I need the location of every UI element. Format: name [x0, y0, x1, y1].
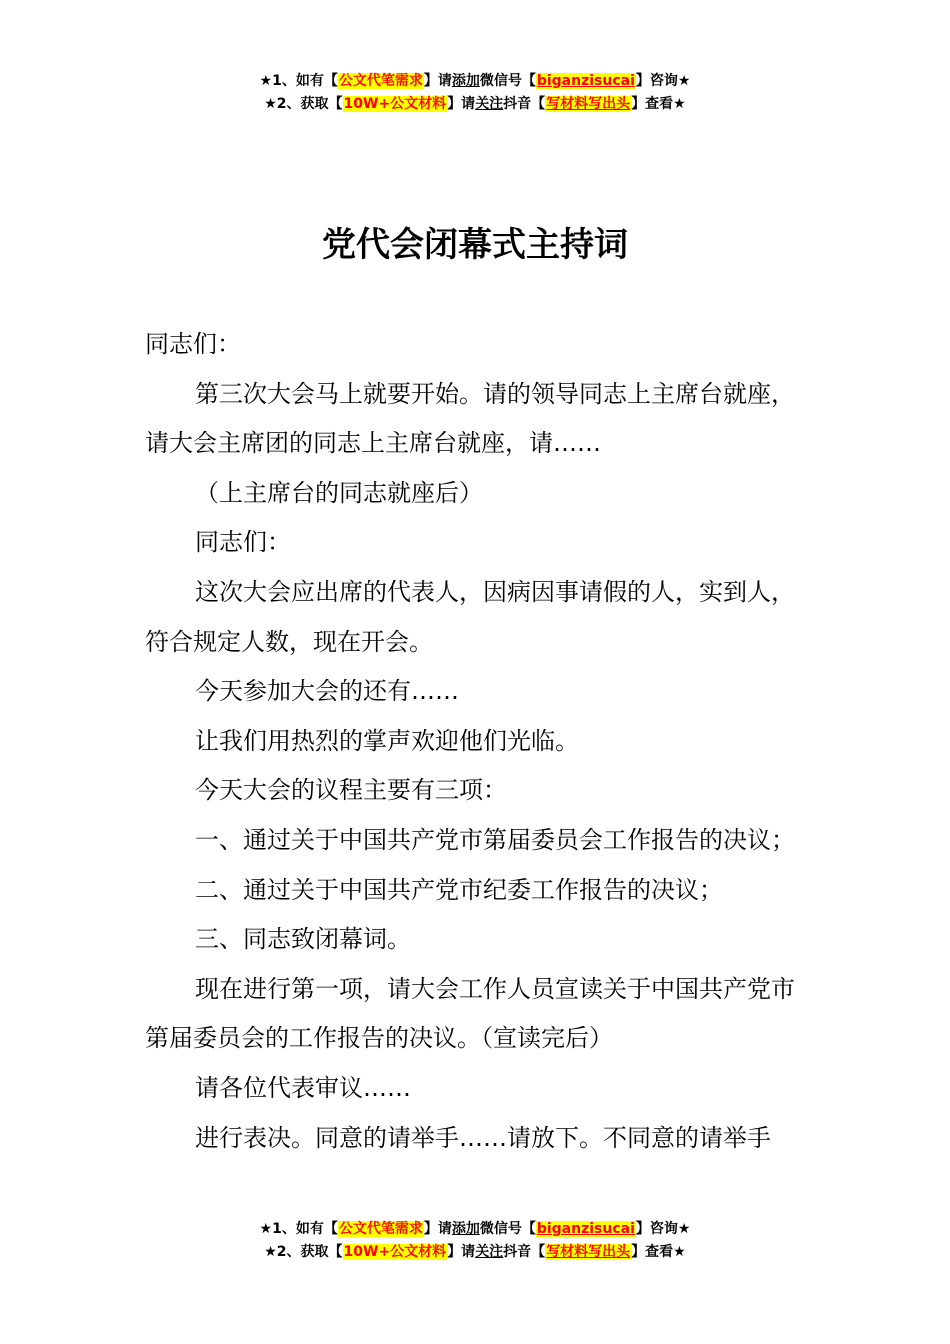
banner-douyin-id: 写材料写出头	[546, 1244, 631, 1260]
banner-text: ★1、如有【	[259, 73, 338, 89]
paragraph: 让我们用热烈的掌声欢迎他们光临。	[195, 726, 579, 755]
banner-text: 抖音【	[503, 1244, 546, 1260]
banner-highlight: 公文代笔需求	[338, 1221, 423, 1237]
paragraph: 现在进行第一项，请大会工作人员宣读关于中国共产党市第届委员会的工作报告的决议。（宣读完后）	[145, 974, 795, 1053]
banner-wechat-id: biganzisucai	[536, 73, 635, 89]
paragraph: 同志们：	[195, 528, 291, 557]
banner-text: 】请	[423, 1221, 452, 1237]
paragraph: 三、同志致闭幕词。	[195, 925, 411, 954]
paragraph: 一、通过关于中国共产党市第届委员会工作报告的决议；	[195, 825, 795, 854]
banner-text: ★1、如有【	[259, 1221, 338, 1237]
banner-text: 】查看★	[631, 96, 686, 112]
header-banner	[0, 70, 950, 116]
banner-text: ★2、获取【	[264, 1244, 343, 1260]
paragraph: 进行表决。同意的请举手……请放下。不同意的请举手	[195, 1123, 771, 1152]
banner-line-1	[0, 70, 950, 93]
paragraph: 这次大会应出席的代表人，因病因事请假的人，实到人，符合规定人数，现在开会。	[145, 577, 795, 656]
banner-text: 微信号【	[479, 1221, 536, 1237]
banner-line-2	[0, 93, 950, 116]
banner-emphasis: 关注	[475, 1244, 504, 1260]
paragraph: 今天大会的议程主要有三项：	[195, 776, 507, 805]
banner-highlight: 10W+公文材料	[343, 96, 447, 112]
banner-emphasis: 添加	[451, 1221, 480, 1237]
banner-text: 】请	[447, 1244, 476, 1260]
banner-emphasis: 添加	[451, 73, 480, 89]
banner-highlight: 10W+公文材料	[343, 1244, 447, 1260]
paragraph: 二、通过关于中国共产党市纪委工作报告的决议；	[195, 875, 723, 904]
document-body	[145, 320, 809, 1163]
banner-text: 抖音【	[503, 96, 546, 112]
banner-wechat-id: biganzisucai	[536, 1221, 635, 1237]
banner-highlight: 公文代笔需求	[338, 73, 423, 89]
banner-text: ★2、获取【	[264, 96, 343, 112]
footer-banner	[0, 1218, 950, 1264]
paragraph: 今天参加大会的还有……	[195, 677, 459, 706]
banner-text: 】咨询★	[635, 73, 691, 89]
paragraph: 同志们：	[145, 330, 241, 358]
banner-text: 】请	[447, 96, 476, 112]
paragraph: 请各位代表审议……	[195, 1073, 411, 1102]
banner-emphasis: 关注	[475, 96, 504, 112]
banner-douyin-id: 写材料写出头	[546, 96, 631, 112]
banner-line-2	[0, 1241, 950, 1264]
document-title: 党代会闭幕式主持词	[322, 225, 628, 265]
paragraph: 第三次大会马上就要开始。请的领导同志上主席台就座，请大会主席团的同志上主席台就座，请……	[145, 379, 795, 458]
banner-text: 】咨询★	[635, 1221, 691, 1237]
banner-text: 】请	[423, 73, 452, 89]
paragraph: （上主席台的同志就座后）	[195, 478, 483, 507]
banner-line-1	[0, 1218, 950, 1241]
banner-text: 】查看★	[631, 1244, 686, 1260]
banner-text: 微信号【	[479, 73, 536, 89]
